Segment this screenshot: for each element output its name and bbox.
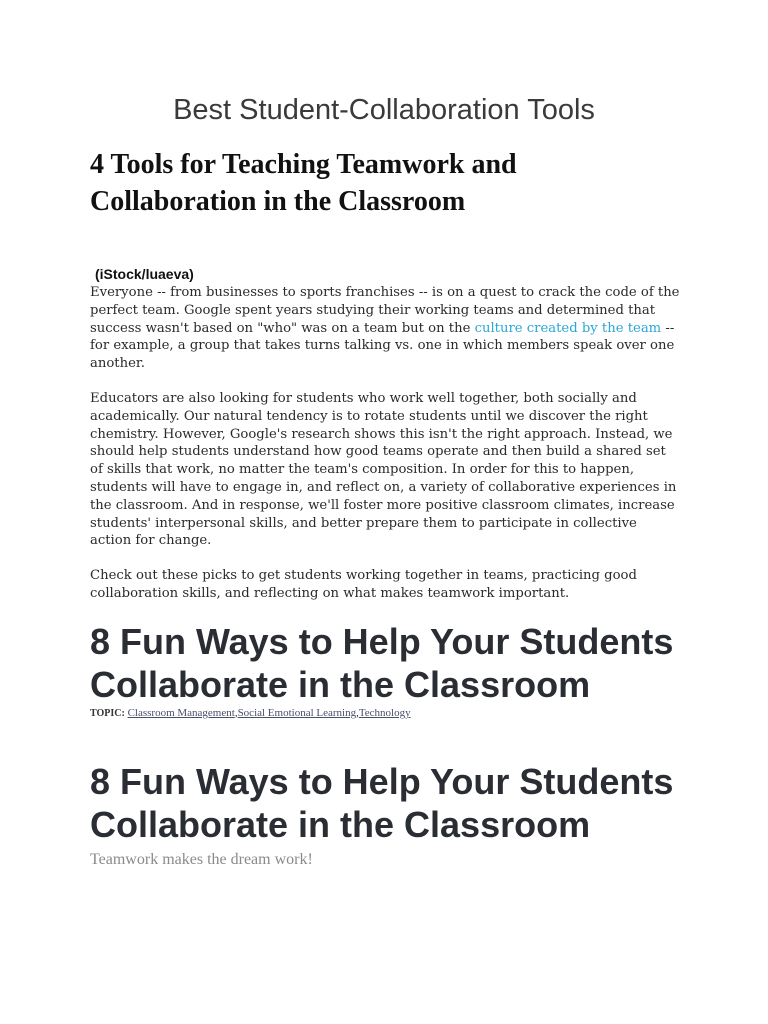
topic-separator: , [356,707,359,719]
intro-text-end: -- for example, a group that takes turns talking vs. one in which members speak over one another. [90,320,675,372]
educators-paragraph: Educators are also looking for students who work well together, both socially and academically. Our natural tendency is to rotate students until we discover the right chemistry. However, Google's research shows this isn't the right approach. Instead, we should help students understand how good teams operate and then build a shared set of skills that work, no matter the team's composition. In order for this to happen, students will have to engage in, and reflect on, a variety of collaborative experiences in the classroom. And in response, we'll foster more positive classroom climates, increase students' interpersonal skills, and better prepare them to participate in collective action for change. [90,391,677,549]
intro-paragraph [90,284,680,373]
topic-separator: , [234,707,238,719]
culture-team-link[interactable]: culture created by the team [474,320,662,336]
page-title: Best Student-Collaboration Tools [173,94,595,126]
topic-label: TOPIC: [90,708,125,719]
picks-paragraph: Check out these picks to get students working together in teams, practicing good collaboration skills, and reflecting on what makes teamwork important. [90,568,637,601]
article-heading-fun-ways: 8 Fun Ways to Help Your Students Collaborate in the Classroom [90,621,674,705]
topic-link-classroom-management[interactable]: Classroom Management [127,707,235,719]
topic-link-technology[interactable]: Technology [358,707,411,719]
intro-text-start: Everyone -- from businesses to sports franchises -- is on a quest to crack the code of the perfect team. Google spent years studying their working teams and determined that success wasn't based on "who" was on a team but on the [90,285,680,336]
article-heading-tools: 4 Tools for Teaching Teamwork and Collaboration in the Classroom [90,149,517,217]
topic-line [90,706,411,721]
topic-link-social-emotional-learning[interactable]: Social Emotional Learning [237,707,357,719]
article-subtitle: Teamwork makes the dream work! [90,851,313,868]
article-heading-fun-ways-repeat: 8 Fun Ways to Help Your Students Collaborate in the Classroom [90,761,674,845]
image-credit: (iStock/luaeva) [95,266,194,282]
